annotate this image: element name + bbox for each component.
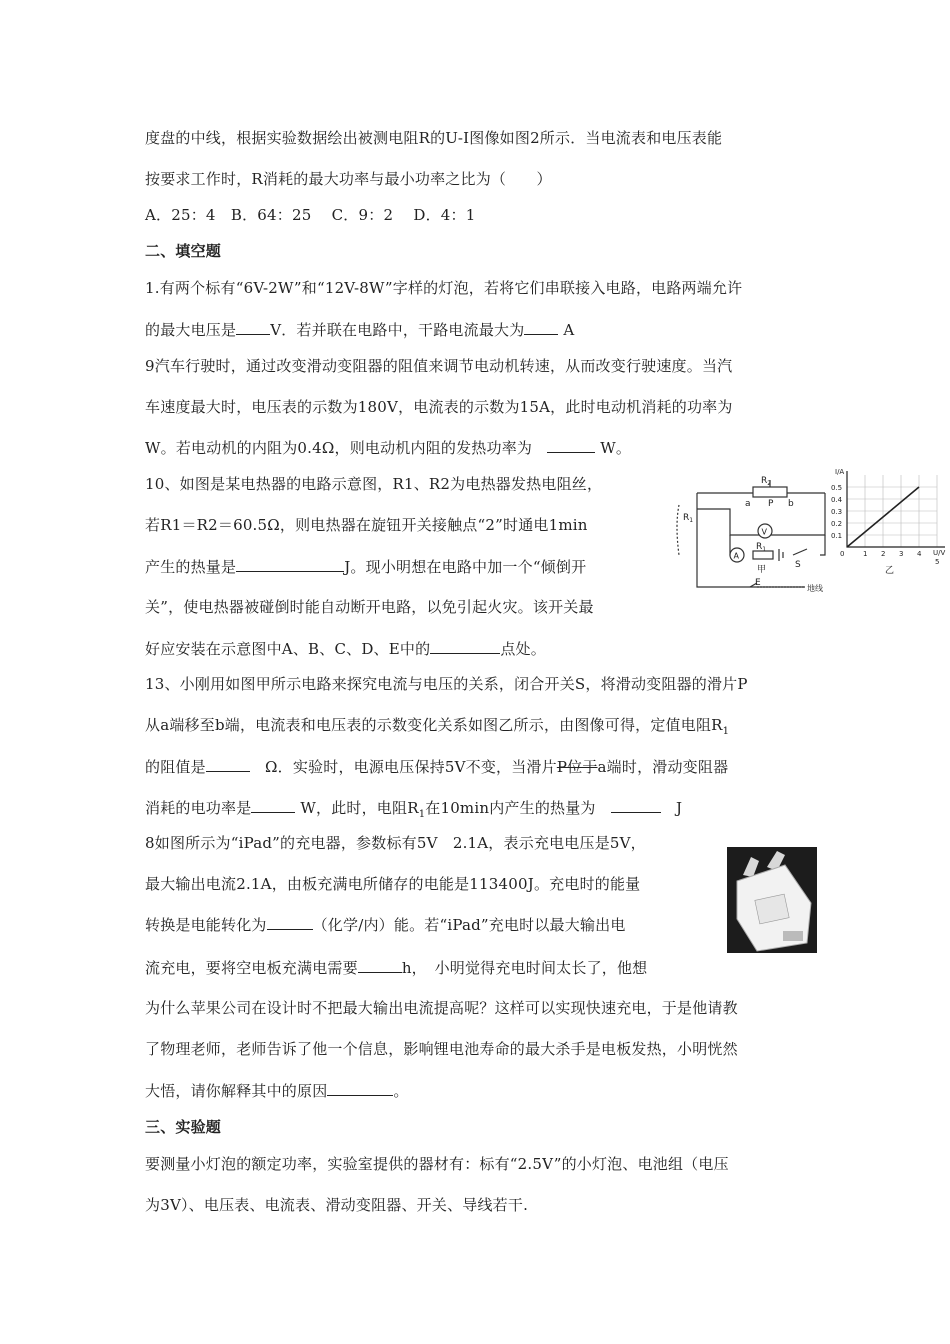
struck-text: P位于 (556, 758, 598, 776)
answer-blank[interactable] (430, 637, 500, 654)
text-fragment: V．若并联在电路中，干路电流最大为 (270, 321, 525, 339)
graph-xtick: 4 (917, 550, 922, 558)
question-10-line: 若R1＝R2＝60.5Ω，则电热器在旋钮开关接触点“2”时通电1min (145, 516, 588, 534)
experiment-line: 为3V）、电压表、电流表、滑动变阻器、开关、导线若干. (145, 1196, 529, 1214)
circuit-label-s: S (795, 560, 801, 570)
graph-xlabel: U/V (933, 549, 946, 557)
text-fragment: 产生的热量是 (145, 558, 237, 576)
question-13-line (145, 755, 728, 778)
text-fragment: 从a端移至b端，电流表和电压表的示数变化关系如图乙所示，由图像可得，定值电阻R (145, 716, 723, 734)
section-heading-experiment: 三、实验题 (145, 1118, 222, 1136)
circuit-label-ammeter: A (733, 551, 739, 561)
circuit-label-p: P (768, 499, 774, 509)
text-line: 按要求工作时，R消耗的最大功率与最小功率之比为（ ） (145, 170, 552, 188)
text-fragment: 流充电，要将空电板充满电需要 (145, 959, 358, 977)
resistor-r2 (753, 487, 787, 497)
text-fragment: a端时，滑动变阻器 (597, 758, 729, 776)
answer-options: A．25：4 B．64：25 C．9：2 D．4：1 (145, 206, 476, 224)
answer-blank[interactable] (611, 796, 661, 813)
text-fragment: 的最大电压是 (145, 321, 237, 339)
graph-ytick: 0.1 (831, 532, 843, 540)
graph-ytick: 0.3 (831, 508, 843, 516)
question-10-line: 10、如图是某电热器的电路示意图，R1、R2为电热器发热电阻丝， (145, 475, 603, 493)
question-10-line (145, 637, 546, 660)
answer-blank[interactable] (236, 318, 270, 335)
question-13-line: 13、小刚用如图甲所示电路来探究电流与电压的关系，闭合开关S，将滑动变阻器的滑片P (145, 675, 748, 693)
graph-xtick: 2 (881, 550, 886, 558)
circuit-and-graph-figure (675, 465, 950, 605)
charger-photo (727, 847, 817, 953)
usb-port (783, 931, 803, 941)
circuit-label-ground: 地线 (807, 584, 823, 593)
answer-blank[interactable] (206, 755, 250, 772)
graph-xtick: 3 (899, 550, 904, 558)
question-1-line (145, 318, 574, 341)
answer-blank[interactable] (267, 913, 313, 930)
switch-symbol (793, 549, 807, 555)
text-fragment: h， 小明觉得充电时间太长了，他想 (401, 959, 648, 977)
answer-blank[interactable] (327, 1079, 393, 1096)
subscript: 1 (722, 726, 730, 737)
question-8-line: 为什么苹果公司在设计时不把最大输出电流提高呢？这样可以实现快速充电，于是他请教 (145, 999, 738, 1017)
question-9-line: 车速度最大时，电压表的示数为180V，电流表的示数为15A，此时电动机消耗的功率为 (145, 398, 733, 416)
text-fragment: W。 (595, 439, 632, 457)
question-8-line: 了物理老师，老师告诉了他一个信息，影响锂电池寿命的最大杀手是电板发热，小明恍然 (145, 1040, 738, 1058)
text-fragment: 的阻值是 (145, 758, 206, 776)
question-10-line: 关”，使电热器被碰倒时能自动断开电路，以免引起火灾。该开关最 (145, 598, 594, 616)
answer-blank[interactable] (358, 956, 402, 973)
graph-caption: 乙 (885, 566, 895, 576)
subscript: 1 (418, 809, 426, 820)
question-8-line: 最大输出电流2.1A，由板充满电所储存的电能是113400J。充电时的能量 (145, 875, 641, 893)
text-fragment: 点处。 (500, 640, 546, 658)
question-1-line: 1.有两个标有“6V-2W”和“12V-8W”字样的灯泡，若将它们串联接入电路，电路两端允许 (145, 279, 743, 297)
circuit-label-r1-bottom: $R_1$ (756, 542, 767, 553)
circuit-label-v: V (761, 527, 767, 537)
question-10-line (145, 555, 586, 578)
dashed-bracket (677, 505, 679, 555)
text-fragment: J (660, 799, 683, 817)
text-fragment: 。 (393, 1082, 409, 1100)
text-fragment: J。现小明想在电路中加一个“倾倒开 (344, 558, 587, 576)
text-fragment: 在10min内产生的热量为 (425, 799, 611, 817)
answer-blank[interactable] (251, 796, 295, 813)
answer-blank[interactable] (236, 555, 344, 572)
answer-blank[interactable] (524, 318, 558, 335)
question-13-line (145, 714, 729, 743)
question-9-line: 9汽车行驶时，通过改变滑动变阻器的阻值来调节电动机转速，从而改变行驶速度。当汽 (145, 357, 733, 375)
circuit-diagram (677, 480, 825, 587)
text-fragment: W，此时，电阻R (295, 799, 419, 817)
question-13-line (145, 796, 682, 826)
battery-symbol (779, 549, 783, 561)
experiment-line: 要测量小灯泡的额定功率，实验室提供的器材有：标有“2.5V”的小灯泡、电池组（电压 (145, 1155, 729, 1173)
answer-blank[interactable] (547, 436, 595, 453)
graph-ytick: 0.4 (831, 496, 843, 504)
section-heading-fill-blank: 二、填空题 (145, 242, 222, 260)
text-fragment: A (558, 321, 575, 339)
question-8-line (145, 1079, 409, 1102)
text-fragment: 好应安装在示意图中A、B、C、D、E中的 (145, 640, 431, 658)
circuit-label-b: b (788, 499, 794, 509)
question-8-line (145, 913, 626, 936)
graph-ytick: 0.2 (831, 520, 843, 528)
circuit-label-e: E (755, 578, 761, 588)
question-8-line: 8如图所示为“iPad”的充电器，参数标有5V 2.1A，表示充电电压是5V， (145, 834, 646, 852)
text-fragment: （化学/内）能。若“iPad”充电时以最大输出电 (312, 916, 626, 934)
text-line: 度盘的中线，根据实验数据绘出被测电阻R的U-I图像如图2所示．当电流表和电压表能 (145, 129, 723, 147)
text-fragment: W。若电动机的内阻为0.4Ω，则电动机内阻的发热功率为 (145, 439, 548, 457)
graph-xtick: 5 (935, 558, 940, 566)
wire (820, 535, 825, 555)
text-fragment: 大悟，请你解释其中的原因 (145, 1082, 328, 1100)
iu-graph (831, 468, 945, 576)
circuit-label-r2: $R_2$ (761, 476, 772, 487)
graph-xtick: 1 (863, 550, 868, 558)
circuit-label-jia: 甲 (757, 565, 767, 575)
circuit-label-r1: $R_1$ (683, 513, 694, 524)
question-8-line (145, 956, 647, 979)
circuit-label-a: a (745, 499, 751, 509)
question-9-line (145, 436, 631, 459)
text-fragment: 消耗的电功率是 (145, 799, 252, 817)
graph-ylabel: I/A (835, 468, 845, 476)
graph-xtick: 0 (840, 550, 845, 558)
graph-ytick: 0.5 (831, 484, 843, 492)
text-fragment: 转换是电能转化为 (145, 916, 267, 934)
text-fragment: Ω．实验时，电源电压保持5V不变，当滑片 (249, 758, 557, 776)
